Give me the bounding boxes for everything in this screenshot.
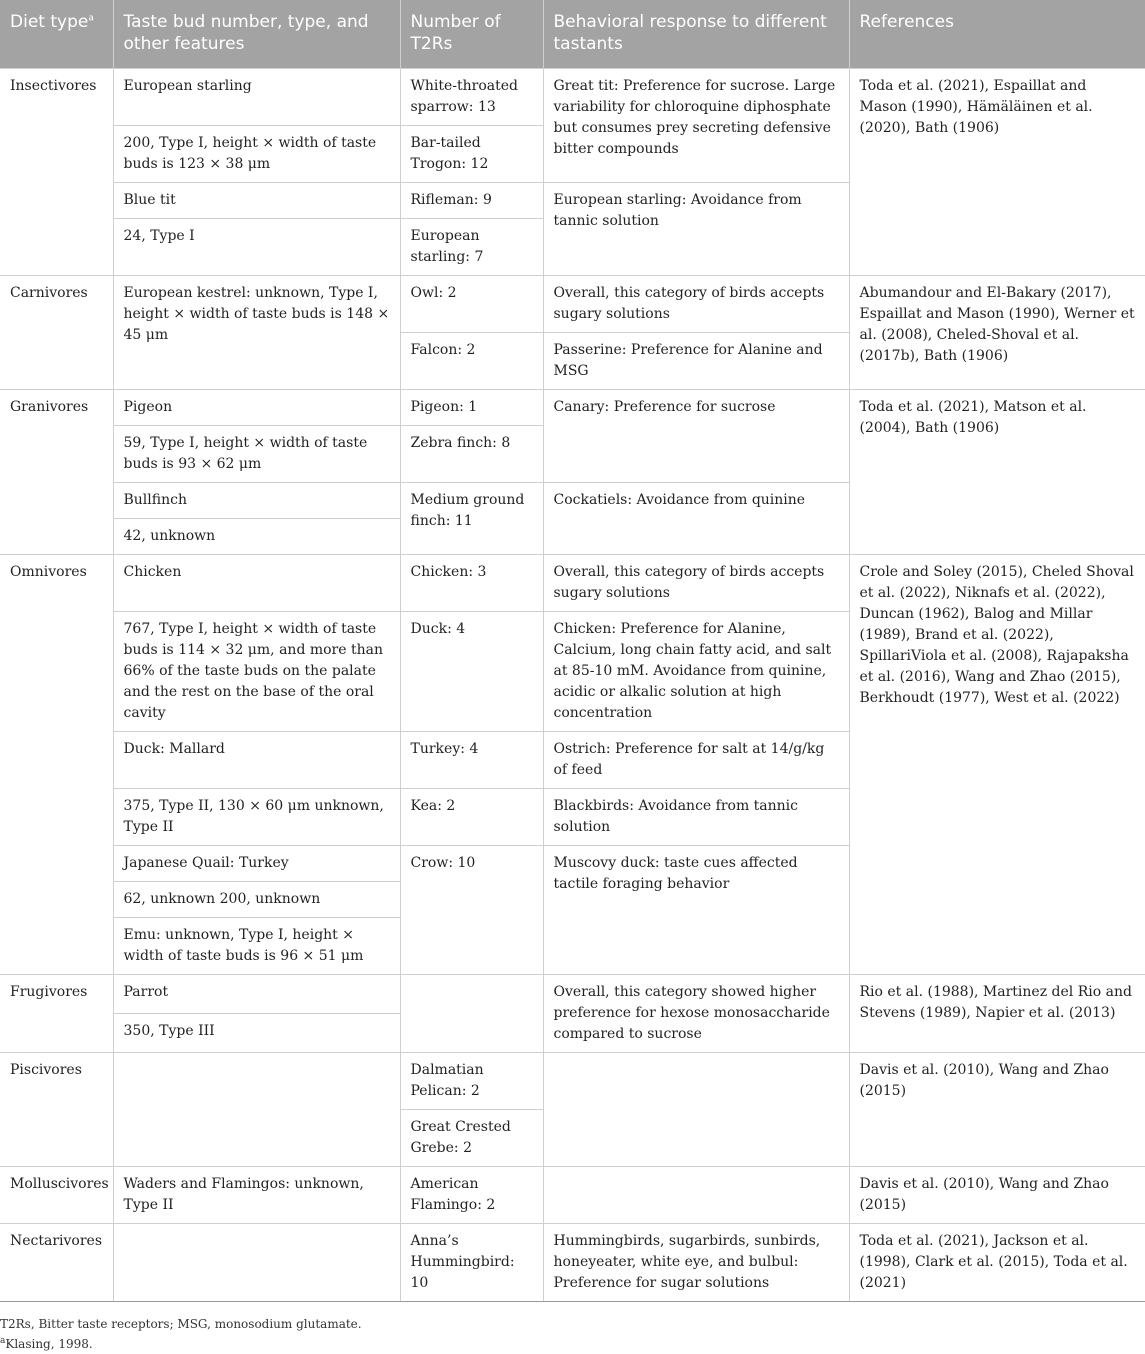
table-cell: Muscovy duck: taste cues affected tactile foraging behavior [543, 846, 849, 975]
table-cell: 24, Type I [113, 219, 400, 276]
table-cell [543, 1167, 849, 1224]
table-cell: Bullfinch [113, 483, 400, 519]
table-cell: Hummingbirds, sugarbirds, sunbirds, honeyeater, white eye, and bulbul: Preference for sugar solutions [543, 1224, 849, 1302]
table-cell: Rifleman: 9 [400, 183, 543, 219]
table-cell: European kestrel: unknown, Type I, height × width of taste buds is 148 × 45 μm [113, 276, 400, 390]
table-cell: 350, Type III [113, 1014, 400, 1053]
table-header [0, 0, 1145, 69]
table-cell: Davis et al. (2010), Wang and Zhao (2015) [849, 1167, 1145, 1224]
footnote [0, 1314, 1145, 1334]
column-header [113, 0, 400, 69]
column-header [0, 0, 113, 69]
table-cell: Overall, this category showed higher preference for hexose monosaccharide compared to sucrose [543, 975, 849, 1053]
table-cell: Emu: unknown, Type I, height × width of taste buds is 96 × 51 μm [113, 918, 400, 975]
table-cell: Ostrich: Preference for salt at 14/g/kg of feed [543, 732, 849, 789]
table-cell: Nectarivores [0, 1224, 113, 1302]
table-cell: Japanese Quail: Turkey [113, 846, 400, 882]
table-cell: Falcon: 2 [400, 333, 543, 390]
column-header [543, 0, 849, 69]
table-cell: Chicken: 3 [400, 555, 543, 612]
table-cell: Great Crested Grebe: 2 [400, 1110, 543, 1167]
column-header-label: Diet type [10, 12, 89, 32]
table-cell: White-throated sparrow: 13 [400, 69, 543, 126]
table-cell: Carnivores [0, 276, 113, 390]
table-cell: Crole and Soley (2015), Cheled Shoval et al. (2022), Niknafs et al. (2022), Duncan (1962), Balog and Millar (1989), Brand et al. (2022), SpillariViola et al. (2008), Rajapaksha et al. (2016), Wang and Zhao (2015), Berkhoudt (1977), West et al. (2022) [849, 555, 1145, 975]
table-cell: Chicken: Preference for Alanine, Calcium, long chain fatty acid, and salt at 85-10 mM. Avoidance from quinine, acidic or alkalic solution at high concentration [543, 612, 849, 732]
table-row [0, 1053, 1145, 1110]
table-cell: Omnivores [0, 555, 113, 975]
table-cell: Kea: 2 [400, 789, 543, 846]
table-cell: Parrot [113, 975, 400, 1014]
table-cell: Toda et al. (2021), Jackson et al. (1998), Clark et al. (2015), Toda et al. (2021) [849, 1224, 1145, 1302]
table-cell: Insectivores [0, 69, 113, 276]
table-cell: 375, Type II, 130 × 60 μm unknown, Type II [113, 789, 400, 846]
table-cell: Overall, this category of birds accepts sugary solutions [543, 276, 849, 333]
table-cell [400, 975, 543, 1053]
table-cell [113, 1053, 400, 1167]
footnote-text: Klasing, 1998. [5, 1337, 93, 1351]
table-cell: Rio et al. (1988), Martinez del Rio and Stevens (1989), Napier et al. (2013) [849, 975, 1145, 1053]
table-row [0, 1167, 1145, 1224]
table-cell: Medium ground finch: 11 [400, 483, 543, 555]
table-cell: Toda et al. (2021), Espaillat and Mason (1990), Hämäläinen et al. (2020), Bath (1906) [849, 69, 1145, 276]
table-row [0, 390, 1145, 426]
table-cell: Dalmatian Pelican: 2 [400, 1053, 543, 1110]
table-row [0, 276, 1145, 333]
column-header-label: Taste bud number, type, and other features [123, 12, 369, 54]
table-cell: European starling: 7 [400, 219, 543, 276]
table-cell: Duck: 4 [400, 612, 543, 732]
column-header-label: References [859, 12, 954, 32]
table-cell: Waders and Flamingos: unknown, Type II [113, 1167, 400, 1224]
table-cell: European starling: Avoidance from tannic solution [543, 183, 849, 276]
table-cell: Pigeon [113, 390, 400, 426]
footnote-marker: a [88, 13, 94, 24]
table-cell: 200, Type I, height × width of taste buds is 123 × 38 μm [113, 126, 400, 183]
table-cell: American Flamingo: 2 [400, 1167, 543, 1224]
table-body [0, 69, 1145, 1302]
table-cell: European starling [113, 69, 400, 126]
table-cell: Anna’s Hummingbird: 10 [400, 1224, 543, 1302]
table-cell: Davis et al. (2010), Wang and Zhao (2015) [849, 1053, 1145, 1167]
table-cell: Molluscivores [0, 1167, 113, 1224]
header-row [0, 0, 1145, 69]
table-cell: Duck: Mallard [113, 732, 400, 789]
table-cell: Great tit: Preference for sucrose. Large variability for chloroquine diphosphate but consumes prey secreting defensive bitter compounds [543, 69, 849, 183]
table-cell: Blackbirds: Avoidance from tannic solution [543, 789, 849, 846]
table-cell: Frugivores [0, 975, 113, 1053]
footnote-marker: a [0, 1336, 6, 1346]
table-cell [543, 1053, 849, 1167]
table-cell: Passerine: Preference for Alanine and MSG [543, 333, 849, 390]
column-header [849, 0, 1145, 69]
table-cell: Chicken [113, 555, 400, 612]
table-cell: 42, unknown [113, 519, 400, 555]
table-cell: Toda et al. (2021), Matson et al. (2004), Bath (1906) [849, 390, 1145, 555]
table-cell: Cockatiels: Avoidance from quinine [543, 483, 849, 555]
table-cell: 767, Type I, height × width of taste buds is 114 × 32 μm, and more than 66% of the taste buds on the palate and the rest on the base of the oral cavity [113, 612, 400, 732]
table-cell: Zebra finch: 8 [400, 426, 543, 483]
column-header-label: Number of T2Rs [410, 12, 501, 54]
table-cell: Turkey: 4 [400, 732, 543, 789]
table-cell: Abumandour and El-Bakary (2017), Espaillat and Mason (1990), Werner et al. (2008), Cheled-Shoval et al. (2017b), Bath (1906) [849, 276, 1145, 390]
table-row [0, 69, 1145, 126]
table-cell: 59, Type I, height × width of taste buds is 93 × 62 μm [113, 426, 400, 483]
table-cell: Granivores [0, 390, 113, 555]
table-cell: Owl: 2 [400, 276, 543, 333]
table-cell: Pigeon: 1 [400, 390, 543, 426]
table-cell: Overall, this category of birds accepts sugary solutions [543, 555, 849, 612]
column-header-label: Behavioral response to different tastants [553, 12, 827, 54]
table-cell: 62, unknown 200, unknown [113, 882, 400, 918]
column-header [400, 0, 543, 69]
table-cell: Piscivores [0, 1053, 113, 1167]
footnote [0, 1334, 1145, 1354]
table-row [0, 1224, 1145, 1302]
table-cell: Bar-tailed Trogon: 12 [400, 126, 543, 183]
table-cell: Blue tit [113, 183, 400, 219]
table-cell: Canary: Preference for sucrose [543, 390, 849, 483]
footnote-text: T2Rs, Bitter taste receptors; MSG, monosodium glutamate. [0, 1317, 362, 1331]
table-cell: Crow: 10 [400, 846, 543, 975]
table-footnotes [0, 1302, 1145, 1354]
table-row [0, 975, 1145, 1014]
table-row [0, 555, 1145, 612]
table-cell [113, 1224, 400, 1302]
